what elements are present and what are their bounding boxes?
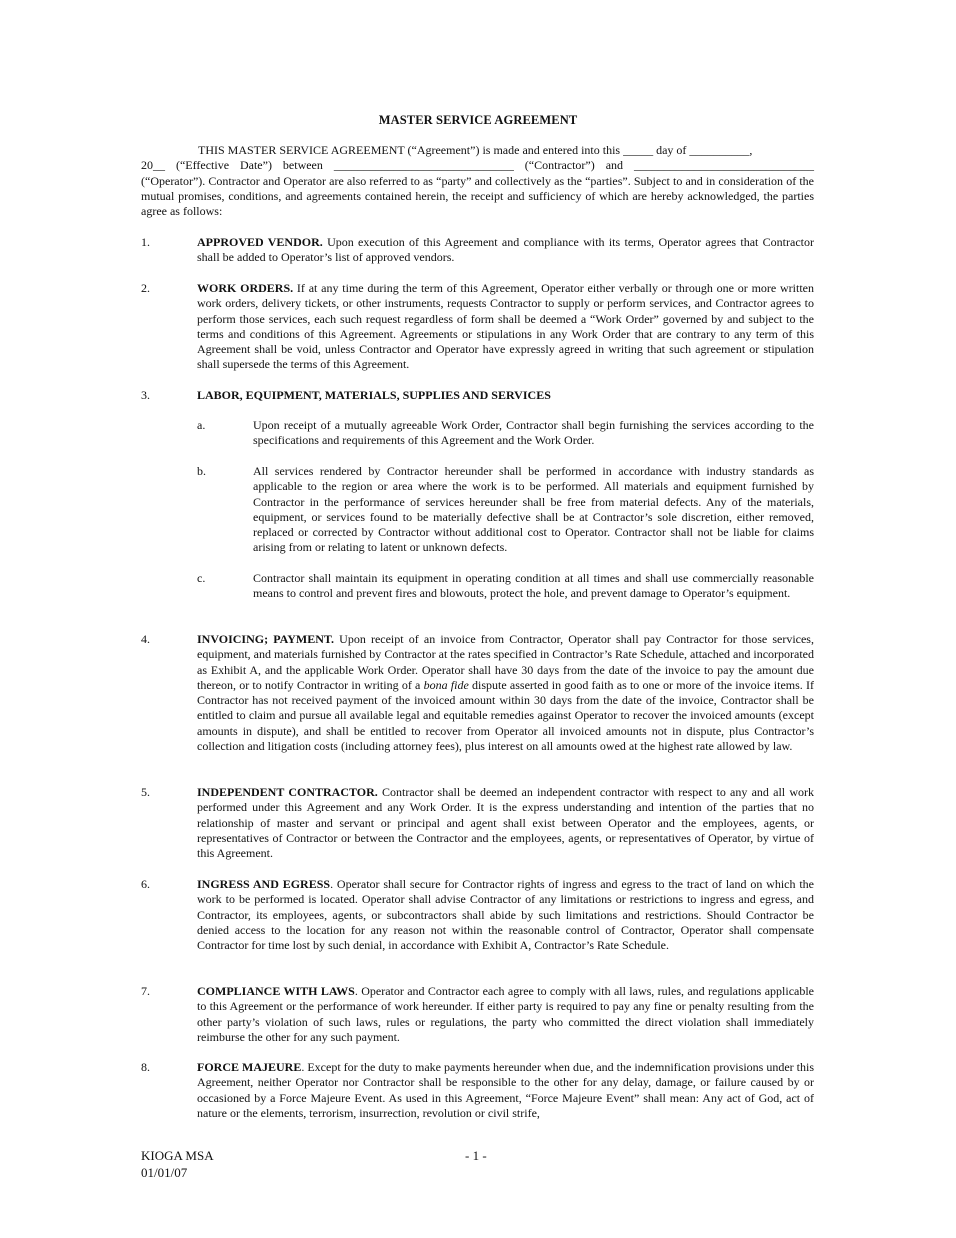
subsection-text: All services rendered by Contractor hereunder shall be performed in accordance with industry standards as applicable to the region or area where the work is to be performed. All materials and equipment furnished by Contractor in the performance of services hereunder shall be free from material defects. Any of the materials, equipment, or services found to be materially defective shall be at Contractor’s sole discretion, either removed, replaced or corrected by Contractor without additional cost to Operator. Contractor shall not be liable for claims arising from or relating to latent or unknown defects. [253, 464, 814, 555]
section-number: 2. [141, 281, 150, 295]
section-6 [141, 877, 814, 953]
section-number: 7. [141, 984, 150, 998]
intro-paragraph [141, 143, 814, 219]
subsection-b [197, 464, 814, 556]
section-heading: WORK ORDERS. [197, 281, 294, 295]
subsection-letter: a. [197, 418, 206, 432]
section-text: Upon execution of this Agreement and compliance with its terms, Operator agrees that Contractor shall be added to Operator’s list of approved vendors. [197, 235, 814, 265]
section-number: 4. [141, 632, 150, 646]
section-heading: INGRESS AND EGRESS [197, 877, 331, 891]
subsection-letter: b. [197, 464, 206, 478]
subsection-a [197, 418, 814, 449]
intro-body: 20__ (“Effective Date”) between ______________________________ (“Contractor”) and ______________________________ (“Operator”). Contractor and Operator are also referred to as “party” and collectively as the “parties”. Subject to and in consideration of the mutual promises, conditions, and agreements contained herein, the receipt and sufficiency of which are hereby acknowledged, the parties agree as follows: [141, 158, 814, 219]
section-number: 3. [141, 388, 150, 402]
section-2 [141, 281, 814, 373]
section-8 [141, 1060, 814, 1121]
section-3 [141, 388, 814, 403]
section-number: 8. [141, 1060, 150, 1074]
section-number: 1. [141, 235, 150, 249]
section-7 [141, 984, 814, 1045]
footer-page-number: - 1 - [465, 1148, 487, 1163]
footer-date: 01/01/07 [141, 1164, 188, 1180]
section-text: . Except for the duty to make payments hereunder when due, and the indemnification provisions under this Agreement, neither Operator nor Contractor shall be responsible to the other for any delay, damage, or failure caused by or occasioned by a Force Majeure Event. As used in this Agreement, “Force Majeure Event” shall mean: Any act of God, act of nature or the elements, terrorism, insurrection, revolution or civil strife, [197, 1060, 814, 1120]
section-text: Contractor shall be deemed an independent contractor with respect to any and all work performed under this Agreement and any Work Order. It is the express understanding and intention of the parties that no relationship of master and servant or principal and agent shall exist between Operator and the employees, agents, or representatives of Contractor or between the Contractor and the employees, agents, or representatives of Operator, by virtue of this Agreement. [197, 785, 815, 861]
italic-term: bona fide [423, 677, 469, 692]
subsection-letter: c. [197, 571, 206, 585]
footer-doc-info [141, 1148, 214, 1181]
section-text: Upon receipt of an invoice from Contractor, Operator shall pay Contractor for those services, equipment, and materials furnished by Contractor at the rates specified in Contractor’s Rate Schedule, attached and incorporated as Exhibit A, and the applicable Work Order. Operator shall have 30 days from the date of the invoice to pay the amount due thereon, or to notify Contractor in writing of a [197, 632, 814, 692]
section-5 [141, 785, 814, 861]
section-heading: INDEPENDENT CONTRACTOR. [197, 785, 378, 799]
section-number: 5. [141, 785, 150, 799]
section-text: If at any time during the term of this Agreement, Operator either verbally or through one or more written work orders, delivery tickets, or other instruments, requests Contractor to supply or perform services, and Contractor agrees to perform those services, each such request regardless of form shall be deemed a “Work Order” governed by and subject to the terms and conditions of this Agreement. Agreements or stipulations in any Work Order that are contrary to any term of this Agreement shall be void, unless Contractor and Operator have expressly agreed in writing that such agreement or stipulation shall supersede the terms of this Agreement. [197, 281, 815, 372]
section-heading: COMPLIANCE WITH LAWS [197, 984, 355, 998]
section-number: 6. [141, 877, 150, 891]
footer-doc-name: KIOGA MSA [141, 1148, 214, 1163]
subsection-text: Upon receipt of a mutually agreeable Work Order, Contractor shall begin furnishing the services according to the specifications and requirements of this Agreement and the Work Order. [253, 418, 814, 448]
section-1 [141, 235, 814, 266]
document-title: MASTER SERVICE AGREEMENT [378, 113, 578, 127]
section-text: . Operator shall secure for Contractor rights of ingress and egress to the tract of land on which the work to be performed is located. Operator shall advise Contractor of any limitations or restrictions to ingress and egress, and Contractor, its employees, agents, or subcontractors shall abide by such limitations and restrictions. Should Contractor be denied access to the location for any reason not within the reasonable control of Contractor, Operator shall compensate Contractor for time lost by such denial, in accordance with Exhibit A, Contractor’s Rate Schedule. [197, 877, 814, 953]
section-heading: APPROVED VENDOR. [197, 235, 323, 249]
section-4 [141, 632, 814, 754]
section-text-continued: dispute asserted in good faith as to one or more of the invoice items. If Contractor has not received payment of the invoiced amount within 30 days from the date of the invoice, Contractor shall be entitled to claim and pursue all available legal and equitable remedies against Operator to recover the invoiced amounts (except amounts in dispute), and shall be entitled to recover from Operator all invoiced amounts not in dispute, plus Contractor’s collection and litigation costs (including attorney fees), plus interest on all amounts owed at the highest rate allowed by law. [197, 677, 814, 754]
subsection-text: Contractor shall maintain its equipment in operating condition at all times and shall use commercially reasonable means to control and prevent fires and blowouts, protect the hole, and prevent damage to Operator’s equipment. [253, 571, 814, 601]
section-heading: INVOICING; PAYMENT. [197, 632, 335, 646]
intro-first-line: THIS MASTER SERVICE AGREEMENT (“Agreement”) is made and entered into this _____ day of __________, [198, 143, 753, 157]
section-text: . Operator and Contractor each agree to comply with all laws, rules, and regulations applicable to this Agreement or the performance of work hereunder. If either party is required to pay any fine or penalty resulting from the other party’s violation of such laws, rules or regulations, the party who committed the direct violation shall immediately reimburse the other for any such payment. [197, 984, 815, 1044]
section-heading: LABOR, EQUIPMENT, MATERIALS, SUPPLIES AND SERVICES [197, 388, 551, 402]
section-heading: FORCE MAJEURE [197, 1060, 302, 1074]
subsection-c [197, 571, 814, 602]
